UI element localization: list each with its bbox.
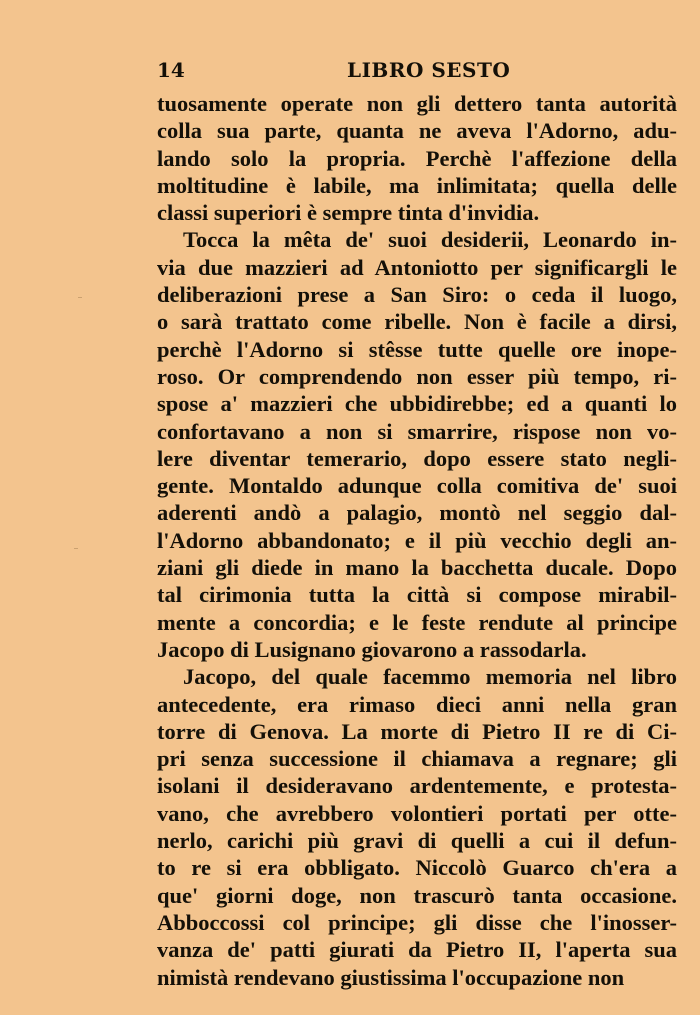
- text-line: tuosamente operate non gli dettero tanta autorità: [157, 91, 677, 116]
- running-title: LIBRO SESTO: [347, 58, 511, 82]
- text-line: lere diventar temerario, dopo essere stato negli-: [157, 445, 677, 471]
- text-line: via due mazzieri ad Antoniotto per significargli le: [157, 254, 677, 280]
- text-line: Abboccossi col principe; gli disse che l'inosser-: [157, 909, 677, 935]
- body-text: [157, 90, 677, 991]
- text-line: moltitudine è labile, ma inlimitata; quella delle: [157, 172, 677, 198]
- text-line: spose a' mazzieri che ubbidirebbe; ed a quanti lo: [157, 391, 677, 417]
- text-line: isolani il desideravano ardentemente, e protesta-: [157, 773, 677, 799]
- text-line: o sarà trattato come ribelle. Non è facile a dirsi,: [157, 309, 677, 335]
- text-line: aderenti andò a palagio, montò nel seggio dal-: [157, 500, 677, 526]
- page-number: 14: [157, 58, 185, 82]
- text-line: vanza de' patti giurati da Pietro II, l'aperta sua: [157, 937, 677, 963]
- text-line: classi superiori è sempre tinta d'invidia.: [157, 200, 540, 226]
- text-line: nerlo, carichi più gravi di quelli a cui il defun-: [157, 828, 677, 854]
- text-line: Jacopo, del quale facemmo memoria nel libro: [183, 664, 677, 690]
- text-line: mente a concordia; e le feste rendute al principe: [157, 609, 677, 635]
- text-line: colla sua parte, quanta ne aveva l'Adorno, adu-: [157, 118, 677, 144]
- text-line: l'Adorno abbandonato; e il più vecchio degli an-: [157, 527, 677, 553]
- text-line: to re si era obbligato. Niccolò Guarco ch'era a: [157, 855, 677, 881]
- paper-speck: [74, 548, 78, 549]
- text-line: antecedente, era rimaso dieci anni nella gran: [157, 691, 677, 717]
- text-line: Tocca la mêta de' suoi desiderii, Leonardo in-: [183, 227, 677, 253]
- text-line: Jacopo di Lusignano giovarono a rassodarla.: [157, 636, 587, 662]
- text-line: confortavano a non si smarrire, rispose non vo-: [157, 418, 677, 444]
- text-line: vano, che avrebbero volontieri portati per otte-: [157, 800, 677, 826]
- paragraph: [157, 90, 677, 226]
- text-line: perchè l'Adorno si stêsse tutte quelle ore inope-: [157, 336, 677, 362]
- text-line: ziani gli diede in mano la bacchetta ducale. Dopo: [157, 555, 677, 581]
- paragraph: [157, 226, 677, 663]
- text-line: que' giorni doge, non trascurò tanta occasione.: [157, 882, 677, 908]
- paper-speck: [78, 297, 82, 298]
- text-line: gente. Montaldo adunque colla comitiva de' suoi: [157, 473, 677, 499]
- text-line: lando solo la propria. Perchè l'affezione della: [157, 145, 677, 171]
- text-line: deliberazioni prese a San Siro: o ceda il luogo,: [157, 282, 677, 308]
- text-line: tal cirimonia tutta la città si compose mirabil-: [157, 582, 677, 608]
- page-header: [157, 58, 677, 86]
- text-line: torre di Genova. La morte di Pietro II re di Ci-: [157, 718, 677, 744]
- text-line: roso. Or comprendendo non esser più tempo, ri-: [157, 363, 677, 389]
- paragraph: [157, 663, 677, 991]
- text-line: pri senza successione il chiamava a regnare; gli: [157, 746, 677, 772]
- text-line: nimistà rendevano giustissima l'occupazione non: [157, 964, 625, 990]
